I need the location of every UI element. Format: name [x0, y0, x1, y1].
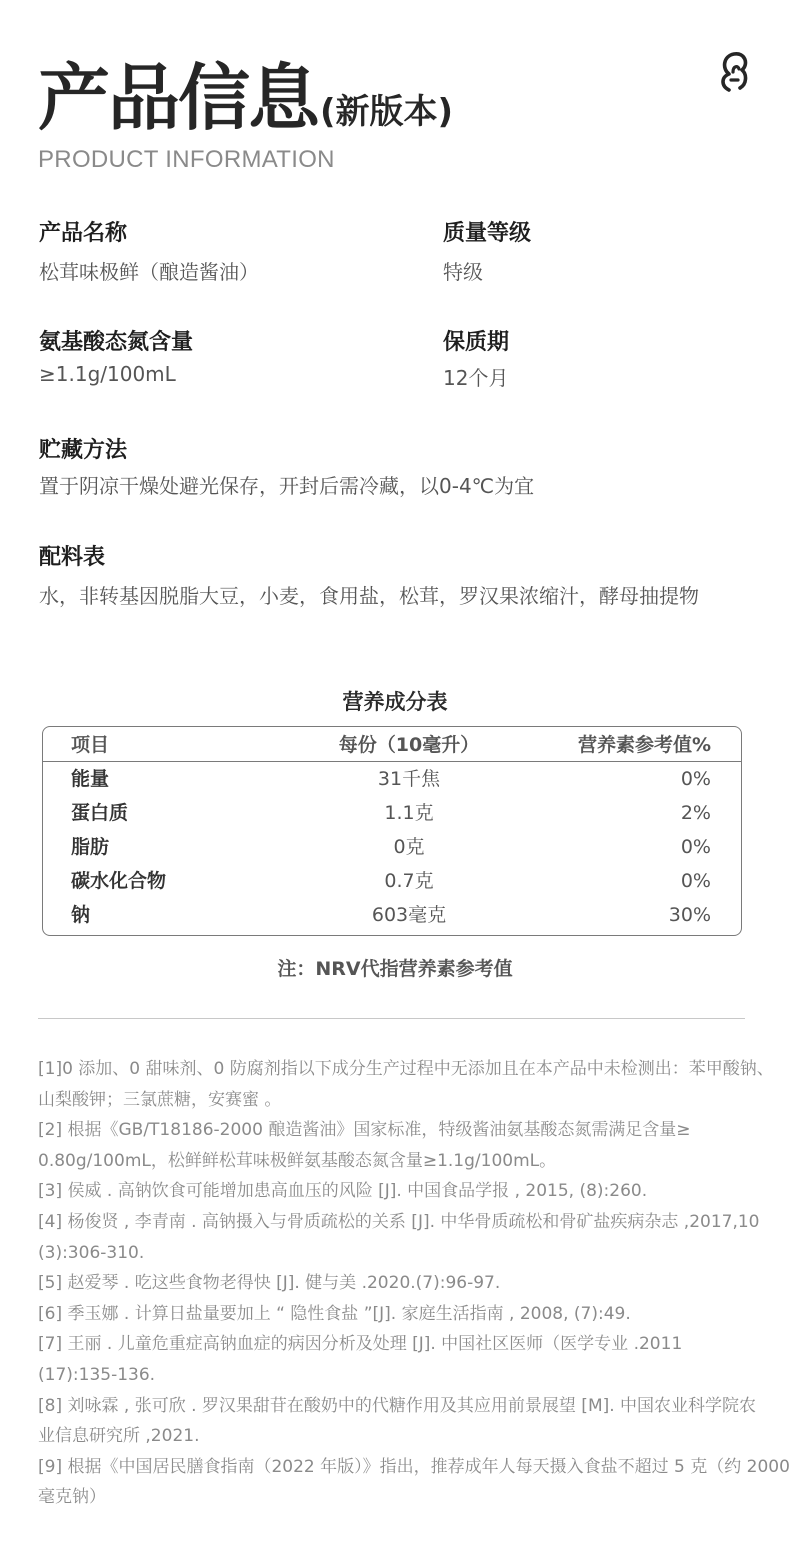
reference-line: [1]0 添加、0 甜味剂、0 防腐剂指以下成分生产过程中无添加且在本产品中未检测出：苯甲酸钠、 [38, 1059, 774, 1079]
reference-line: [6] 季玉娜 . 计算日盐量要加上 “ 隐性食盐 ”[J]. 家庭生活指南 , 2008, (7):49. [38, 1303, 631, 1324]
grade-label: 质量等级 [443, 221, 532, 246]
nutrition-row-amount: 603毫克 [371, 904, 447, 926]
nutrition-row-name: 钠 [71, 904, 91, 926]
shelf-life-value: 12个月 [443, 366, 509, 390]
reference-line: [5] 赵爱琴 . 吃这些食物老得快 [J]. 健与美 .2020.(7):96-97. [38, 1273, 501, 1294]
reference-line: [2] 根据《GB/T18186-2000 酿造酱油》国家标准，特级酱油氨基酸态氮需满足含量≥ [38, 1120, 691, 1141]
reference-line: 业信息研究所 ,2021. [38, 1426, 200, 1447]
nutrition-header-per-serving: 每份（10毫升） [338, 734, 480, 756]
nutrition-header-divider [43, 761, 741, 762]
page-title [38, 40, 453, 144]
ingredients-value: 水，非转基因脱脂大豆，小麦，食用盐，松茸，罗汉果浓缩汁，酵母抽提物 [39, 584, 699, 608]
reference-line: 山梨酸钾；三氯蔗糖，安赛蜜 。 [38, 1089, 282, 1110]
nutrition-table [42, 726, 742, 936]
nutrition-row-nrv: 30% [668, 904, 711, 926]
nutrition-row-amount: 31千焦 [377, 768, 441, 790]
nutrition-row-nrv: 0% [680, 836, 711, 858]
amino-nitrogen-value: ≥1.1g/100mL [39, 362, 176, 386]
title-main: 产品信息 [38, 56, 319, 140]
ingredients-label: 配料表 [39, 545, 106, 570]
nutrition-header-nrv: 营养素参考值% [577, 734, 711, 756]
nrv-note: 注：NRV代指营养素参考值 [277, 958, 513, 980]
reference-line: 毫克钠） [38, 1487, 106, 1508]
nutrition-row-nrv: 2% [680, 802, 711, 824]
nutrition-row-nrv: 0% [680, 870, 711, 892]
reference-line: [7] 王丽 . 儿童危重症高钠血症的病因分析及处理 [J]. 中国社区医师（医学专业 .2011 [38, 1334, 683, 1355]
storage-label: 贮藏方法 [39, 438, 128, 463]
product-name-value: 松茸味极鲜（酿造酱油） [39, 260, 259, 284]
nutrition-row-name: 碳水化合物 [71, 870, 167, 892]
reference-line: (17):135-136. [38, 1364, 156, 1385]
storage-value: 置于阴凉干燥处避光保存，开封后需冷藏，以0-4℃为宜 [39, 474, 535, 498]
reference-line: [9] 根据《中国居民膳食指南（2022 年版）》指出，推荐成年人每天摄入食盐不超过 5 克（约 2000 [38, 1456, 790, 1477]
nutrition-row-amount: 1.1克 [384, 802, 434, 824]
nutrition-row-amount: 0克 [393, 836, 425, 858]
shelf-life-label: 保质期 [443, 330, 510, 355]
nutrition-row-name: 能量 [71, 768, 110, 790]
reference-line: (3):306-310. [38, 1242, 145, 1263]
nutrition-row-name: 蛋白质 [71, 802, 129, 824]
reference-line: 0.80g/100mL，松鲜鲜松茸味极鲜氨基酸态氮含量≥1.1g/100mL。 [38, 1150, 557, 1171]
brand-logo-icon [718, 50, 752, 92]
references-list [38, 1054, 790, 1513]
nutrition-row-nrv: 0% [680, 768, 711, 790]
nutrition-row-name: 脂肪 [71, 836, 110, 858]
section-divider [38, 1018, 745, 1019]
reference-line: [4] 杨俊贤 , 李青南 . 高钠摄入与骨质疏松的关系 [J]. 中华骨质疏松和骨矿盐疾病杂志 ,2017,10 [38, 1211, 760, 1232]
reference-line: [3] 侯威 . 高钠饮食可能增加患高血压的风险 [J]. 中国食品学报 , 2015, (8):260. [38, 1181, 648, 1202]
nutrition-row-amount: 0.7克 [384, 870, 434, 892]
title-suffix: (新版本) [320, 92, 454, 132]
amino-nitrogen-label: 氨基酸态氮含量 [39, 330, 194, 355]
reference-line: [8] 刘咏霖 , 张可欣 . 罗汉果甜苷在酸奶中的代糖作用及其应用前景展望 [M]. 中国农业科学院农 [38, 1395, 757, 1416]
grade-value: 特级 [443, 260, 483, 284]
product-name-label: 产品名称 [39, 221, 128, 246]
nutrition-table-title: 营养成分表 [342, 690, 448, 714]
page-subtitle: PRODUCT INFORMATION [38, 146, 335, 173]
nutrition-header-item: 项目 [71, 734, 110, 756]
